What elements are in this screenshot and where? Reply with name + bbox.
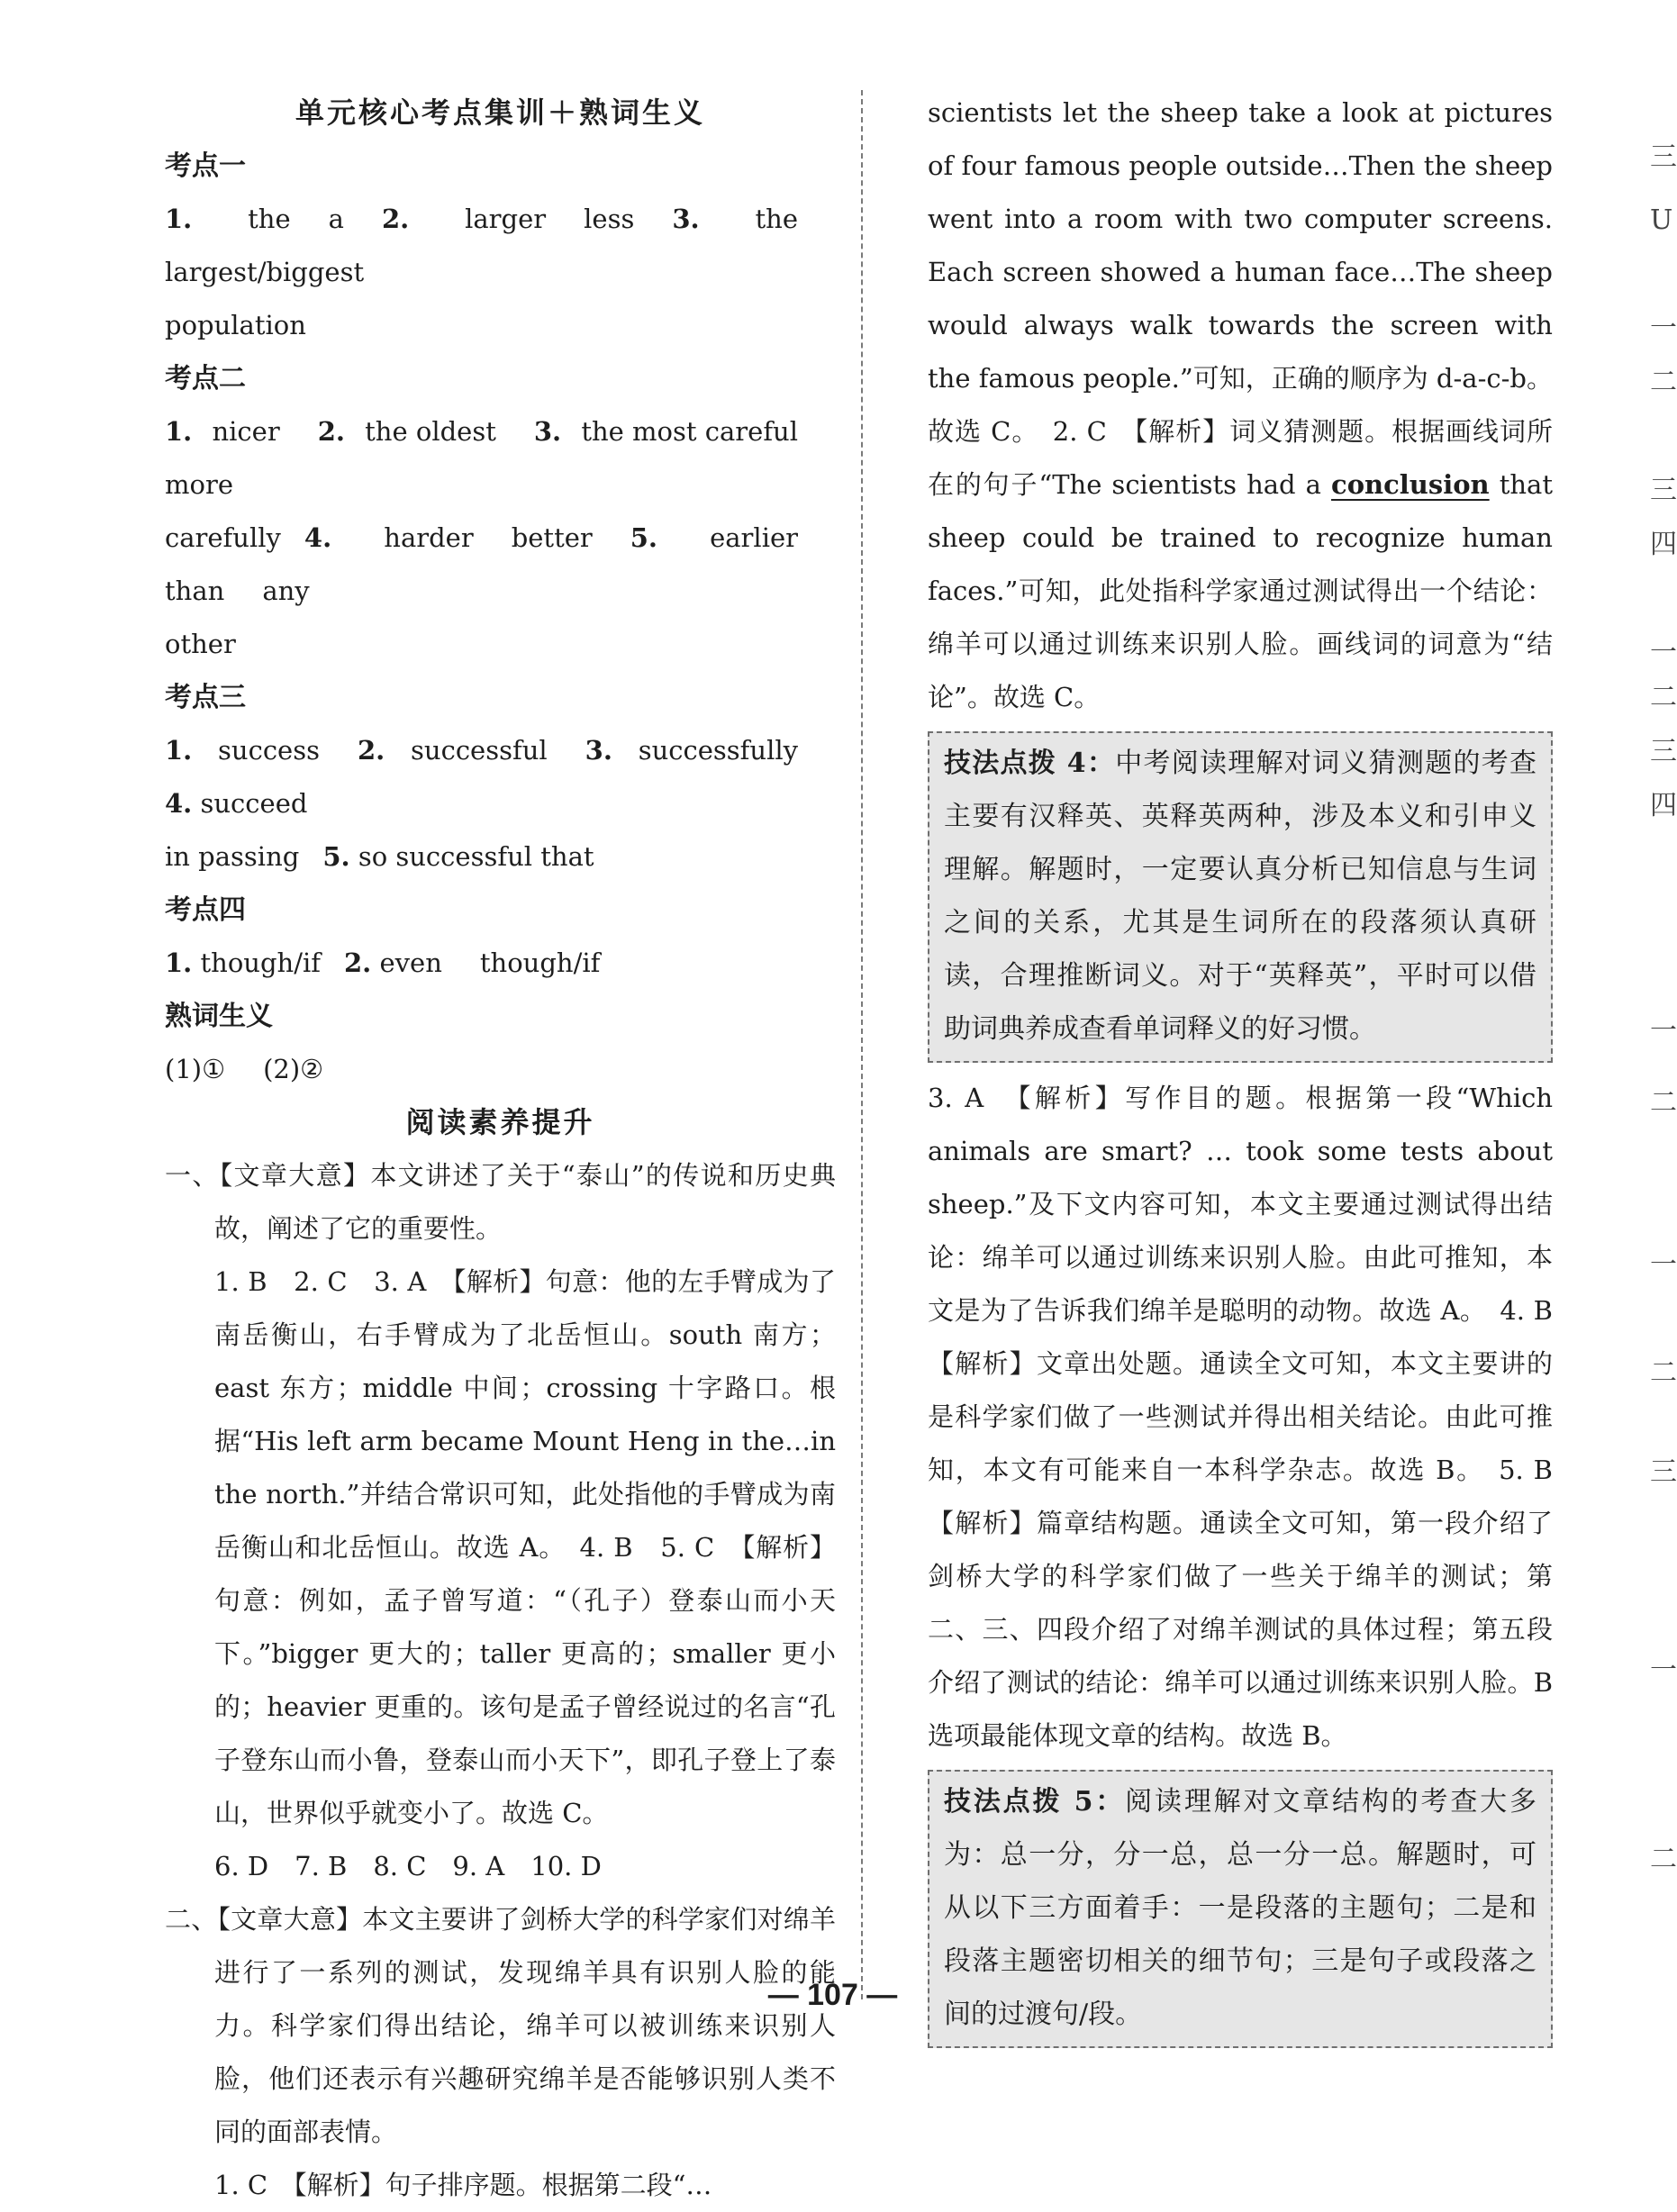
tip-5-label: 技法点拨 5： [944, 1786, 1126, 1818]
kaodian-3-answers-cont: in passing 5. so successful that [165, 841, 594, 872]
kaodian-2-answers: 1. nicer 2. the oldest 3. the most carefulmore [165, 416, 799, 500]
kaodian-4-answers: 1. though/if 2. even though/if [165, 947, 601, 978]
passage-2-analysis-cont: scientists let the sheep take a look at pictures of four famous people outside…Then the sheep went into a room with two computer screens. Each screen showed a human face…The sheep would always walk towards the screen with the famous people.”可知，正确的顺序为 d-a-c-b。故选 C。 2. C 【解析】词义猜测题。根据画线词所在的句子“The scientists had a conclusion that sheep could be trained to recognize human faces.”可知，此处指科学家通过测试得出一个结论：绵羊可以通过训练来识别人脸。画线词的词意为“结论”。故选 C。 [928, 97, 1553, 712]
kaodian-1-heading: 考点一 [165, 150, 246, 182]
tip-box-4 [928, 731, 1553, 1063]
section-title: 单元核心考点集训＋熟词生义 [295, 95, 705, 130]
passage-1-answers [165, 1256, 836, 1893]
conclusion-underlined-word: conclusion [1331, 469, 1490, 500]
passage-1-analysis: 1. B 2. C 3. A 【解析】句意：他的左手臂成为了南岳衡山，右手臂成为了北岳恒山。south 南方；east 东方；middle 中间；crossing 十字路口。根据“His left arm became Mount Heng in the…in the north.”并结合常识可知，此处指他的手臂成为南岳衡山和北岳恒山。故选 A。 4. B 5. C 【解析】句意：例如，孟子曾写道：“（孔子）登泰山而小天下。”bigger 更大的；taller 更高的；smaller 更小的；heavier 更重的。该句是孟子曾经说过的名言“孔子登东山而小鲁，登泰山而小天下”，即孔子登上了泰山，世界似乎就变小了。故选 C。 [214, 1266, 836, 1828]
passage-2-analysis-3-5: 3. A 【解析】写作目的题。根据第一段“Which animals are smart? … took some tests about sheep.”及下文内容可知，本文主要通过测试得出结论：绵羊可以通过训练来识别人脸。由此可推知，本文是为了告诉我们绵羊是聪明的动物。故选 A。 4. B 【解析】文章出处题。通读全文可知，本文主要讲的是科学家们做了一些测试并得出相关结论。由此可推知，本文有可能来自一本科学杂志。故选 B。 5. B 【解析】篇章结构题。通读全文可知，第一段介绍了剑桥大学的科学家们做了一些关于绵羊的测试；第二、三、四段介绍了对绵羊测试的具体过程；第五段介绍了测试的结论：绵羊可以通过训练来识别人脸。B 选项最能体现文章的结构。故选 B。 [928, 1083, 1580, 1751]
kaodian-2-heading: 考点二 [165, 363, 246, 394]
kaodian-1-answers: 1. the a 2. larger less 3. thelargest/biggest [165, 204, 798, 287]
kaodian-2-answers-cont: carefully 4. harder better 5. earlierthan any [165, 522, 798, 606]
page-number: — 107 — [767, 1978, 898, 2012]
tip-4-text: 中考阅读理解对词义猜测题的考查主要有汉释英、英释英两种，涉及本义和引申义理解。解题时，一定要认真分析已知信息与生词之间的关系，尤其是生词所在的段落须认真研读，合理推断词义。对于“英释英”，平时可以借助词典养成查看单词释义的好习惯。 [944, 748, 1536, 1045]
tip-5-text: 阅读理解对文章结构的考查大多为：总一分，分一总，总一分一总。解题时，可从以下三方面着手：一是段落的主题句；二是和段落主题密切相关的细节句；三是句子或段落之间的过渡句/段。 [944, 1786, 1536, 2030]
kaodian-3-heading: 考点三 [165, 682, 246, 713]
passage-2-summary: 二、【文章大意】本文主要讲了剑桥大学的科学家们对绵羊进行了一系列的测试，发现绵羊具有识别人脸的能力。科学家们得出结论，绵羊可以被训练来识别人脸，他们还表示有兴趣研究绵羊是否能够识别人类不同的面部表情。 [165, 1904, 836, 2147]
kaodian-4-heading: 考点四 [165, 894, 246, 926]
passage-2-analysis-start: 1. C 【解析】句子排序题。根据第二段“… [214, 2170, 712, 2200]
shuci-answers: (1)① (2)② [165, 1054, 324, 1084]
column-divider [861, 90, 863, 1999]
reading-title: 阅读素养提升 [405, 1105, 595, 1139]
left-column [165, 86, 836, 2212]
passage-2-answers [165, 2159, 836, 2212]
passage-1-summary: 一、【文章大意】本文讲述了关于“泰山”的传说和历史典故，阐述了它的重要性。 [165, 1160, 836, 1244]
tip-4-label: 技法点拨 4： [944, 748, 1116, 779]
right-column [928, 86, 1580, 2057]
kaodian-1-answers-cont: population [165, 310, 306, 340]
next-page-edge: 三 U 一 二 三 四 一 二 三 四 一 二 一 二 三 一 二 [1650, 141, 1677, 1875]
shuci-heading: 熟词生义 [165, 1001, 273, 1032]
kaodian-2-answers-cont2: other [165, 629, 236, 659]
kaodian-3-answers: 1. success 2. successful 3. successfully4. succeed [165, 735, 799, 819]
passage-1-answers-2: 6. D 7. B 8. C 9. A 10. D [214, 1851, 602, 1881]
